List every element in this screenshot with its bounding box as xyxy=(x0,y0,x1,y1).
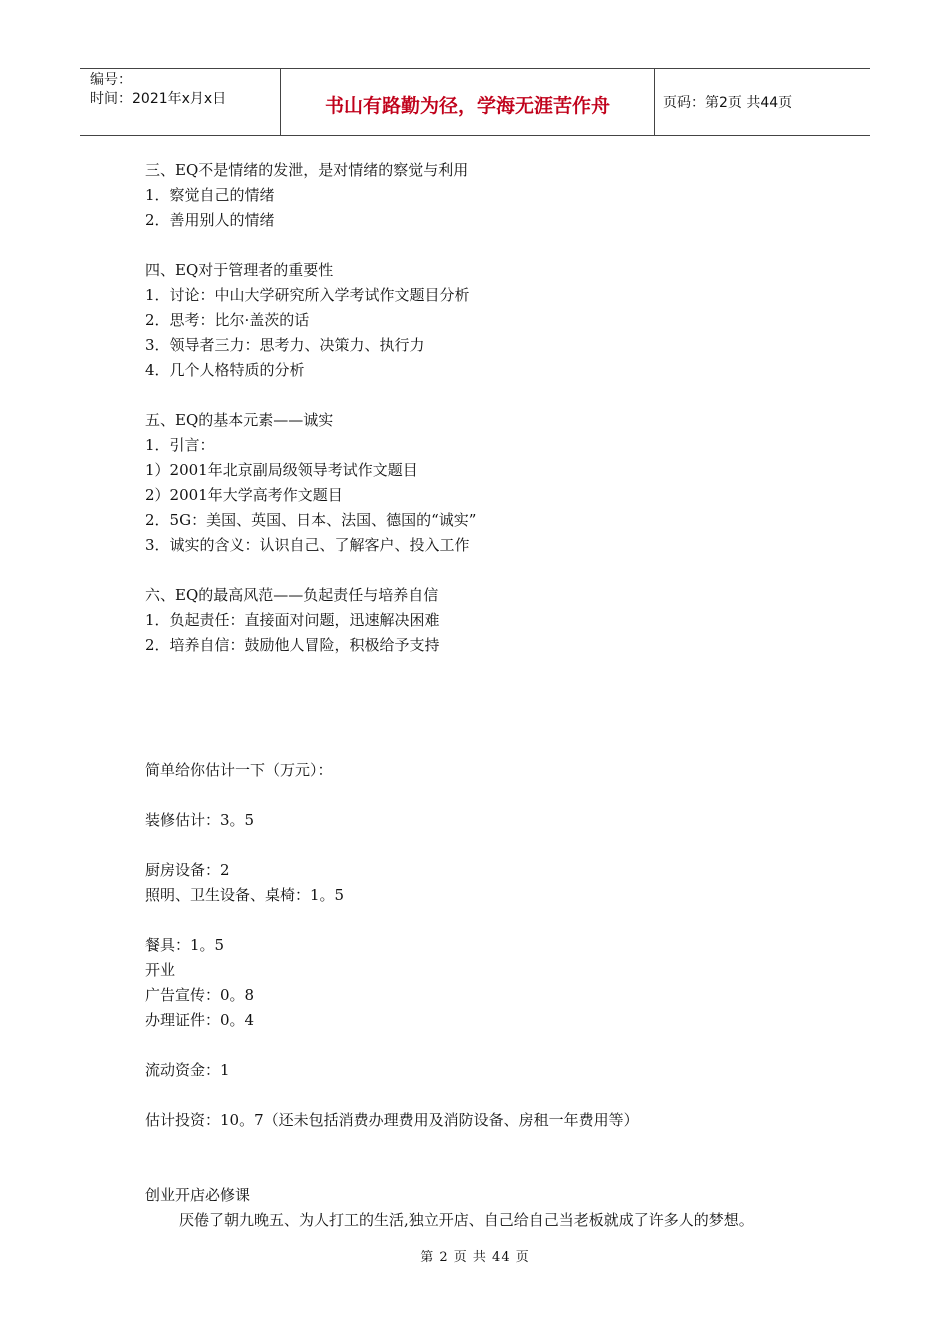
text-line: 1）2001年北京副局级领导考试作文题目 xyxy=(145,461,418,479)
text-line: 1．引言： xyxy=(145,436,215,454)
text-line: 五、EQ的基本元素——诚实 xyxy=(145,411,334,429)
blank-line xyxy=(145,558,845,583)
blank-line xyxy=(145,708,845,733)
text-line: 广告宣传：0。8 xyxy=(145,986,255,1004)
text-line: 估计投资：10。7（还未包括消费办理费用及消防设备、房租一年费用等） xyxy=(145,1111,639,1129)
text-line: 开业 xyxy=(145,961,176,979)
text-line: 1．讨论：中山大学研究所入学考试作文题目分析 xyxy=(145,286,470,304)
text-line: 厌倦了朝九晚五、为人打工的生活,独立开店、自己给自己当老板就成了许多人的梦想。 xyxy=(179,1211,754,1229)
text-line: 3．领导者三力：思考力、决策力、执行力 xyxy=(145,336,425,354)
page-footer: 第 2 页 共 44 页 xyxy=(420,1250,530,1265)
time-label: 时间：2021年x月x日 xyxy=(90,91,227,107)
text-line: 流动资金：1 xyxy=(145,1061,230,1079)
blank-line xyxy=(145,833,845,858)
text-line: 办理证件：0。4 xyxy=(145,1011,255,1029)
text-line: 六、EQ的最高风范——负起责任与培养自信 xyxy=(145,586,439,604)
blank-line xyxy=(145,1133,845,1158)
header-motto: 书山有路勤为径，学海无涯苦作舟 xyxy=(281,69,655,135)
blank-line xyxy=(145,683,845,708)
text-line: 1．负起责任：直接面对问题，迅速解决困难 xyxy=(145,611,440,629)
text-line: 2．思考：比尔·盖茨的话 xyxy=(145,311,310,329)
blank-line xyxy=(145,1158,845,1183)
blank-line xyxy=(145,233,845,258)
header-page-info: 页码：第2页 共44页 xyxy=(663,95,793,111)
text-line: 1．察觉自己的情绪 xyxy=(145,186,275,204)
text-line: 2．培养自信：鼓励他人冒险，积极给予支持 xyxy=(145,636,440,654)
blank-line xyxy=(145,733,845,758)
blank-line xyxy=(145,783,845,808)
number-label: 编号： xyxy=(90,72,132,88)
blank-line xyxy=(145,658,845,683)
text-line: 装修估计：3。5 xyxy=(145,811,255,829)
text-line: 厨房设备：2 xyxy=(145,861,230,879)
text-line: 简单给你估计一下（万元）： xyxy=(145,761,333,779)
text-line: 2．5G：美国、英国、日本、法国、德国的“诚实” xyxy=(145,511,477,529)
blank-line xyxy=(145,908,845,933)
blank-line xyxy=(145,1033,845,1058)
text-line: 餐具：1。5 xyxy=(145,936,225,954)
text-line: 创业开店必修课 xyxy=(145,1186,251,1204)
blank-line xyxy=(145,1083,845,1108)
text-line: 四、EQ对于管理者的重要性 xyxy=(145,261,334,279)
blank-line xyxy=(145,383,845,408)
text-line: 2）2001年大学高考作文题目 xyxy=(145,486,343,504)
text-line: 三、EQ不是情绪的发泄，是对情绪的察觉与利用 xyxy=(145,161,469,179)
text-line: 2．善用别人的情绪 xyxy=(145,211,275,229)
document-body xyxy=(145,158,845,1233)
text-line: 3．诚实的含义：认识自己、了解客户、投入工作 xyxy=(145,536,470,554)
header-meta xyxy=(80,69,281,135)
text-line: 4．几个人格特质的分析 xyxy=(145,361,305,379)
page-header xyxy=(80,68,870,136)
text-line: 照明、卫生设备、桌椅：1。5 xyxy=(145,886,345,904)
